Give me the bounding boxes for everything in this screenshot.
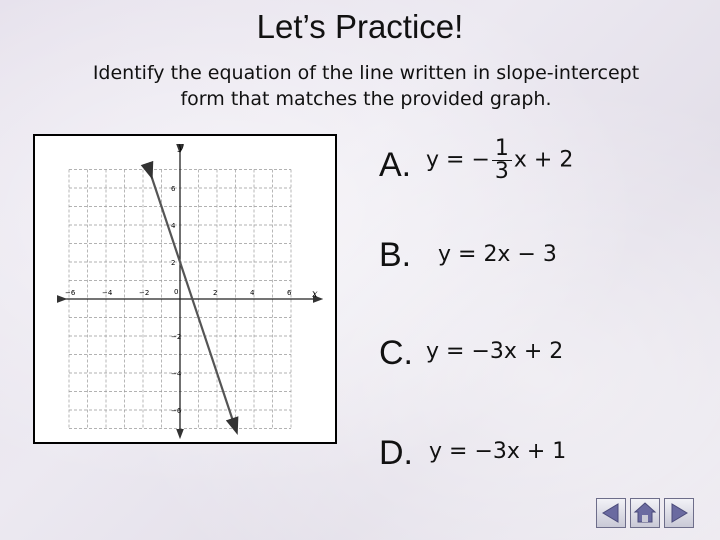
choice-c-letter[interactable]: C. <box>379 334 413 372</box>
choice-d-letter[interactable]: D. <box>379 434 413 472</box>
y-axis-label: y <box>178 142 184 153</box>
choice-c-equation[interactable]: y = −3x + 2 <box>426 339 564 364</box>
next-slide-button[interactable] <box>664 498 694 528</box>
fraction-denominator: 3 <box>494 159 509 184</box>
triangle-left-icon <box>597 499 625 527</box>
y-tick-label: −4 <box>171 370 182 378</box>
instruction-line-1: Identify the equation of the line written in slope-intercept <box>92 62 640 84</box>
x-tick-label: −6 <box>65 289 76 297</box>
x-tick-label: 0 <box>174 288 179 296</box>
x-tick-label: 2 <box>213 289 218 297</box>
x-tick-label: 4 <box>250 289 255 297</box>
choice-b-letter[interactable]: B. <box>379 236 412 274</box>
coordinate-graph <box>33 134 337 444</box>
tick-labels <box>65 185 292 415</box>
y-tick-label: 2 <box>171 259 176 267</box>
fraction-numerator: 1 <box>492 138 512 161</box>
choice-d-equation[interactable]: y = −3x + 1 <box>429 439 567 464</box>
triangle-right-icon <box>665 499 693 527</box>
choice-a-equation[interactable] <box>426 138 573 183</box>
choice-a-eq-suffix: x + 2 <box>513 147 574 173</box>
x-axis-label: x <box>312 289 318 300</box>
y-tick-label: 4 <box>171 222 176 230</box>
fraction-one-third <box>492 138 512 183</box>
x-tick-label: −2 <box>139 289 150 297</box>
x-tick-label: 6 <box>287 289 292 297</box>
choice-a-letter[interactable]: A. <box>379 146 412 184</box>
x-tick-label: −4 <box>102 289 113 297</box>
slide-title: Let’s Practice! <box>256 8 464 45</box>
graph-canvas <box>35 136 335 442</box>
y-tick-label: −2 <box>171 333 182 341</box>
home-button[interactable] <box>630 498 660 528</box>
y-tick-label: −6 <box>171 407 182 415</box>
choice-b-equation[interactable]: y = 2x − 3 <box>438 242 557 267</box>
instruction-text <box>60 60 672 112</box>
choice-a-eq-prefix: y = − <box>426 147 490 173</box>
home-icon <box>631 499 659 527</box>
y-tick-label: 6 <box>171 185 176 193</box>
previous-slide-button[interactable] <box>596 498 626 528</box>
instruction-line-2: form that matches the provided graph. <box>180 88 552 110</box>
